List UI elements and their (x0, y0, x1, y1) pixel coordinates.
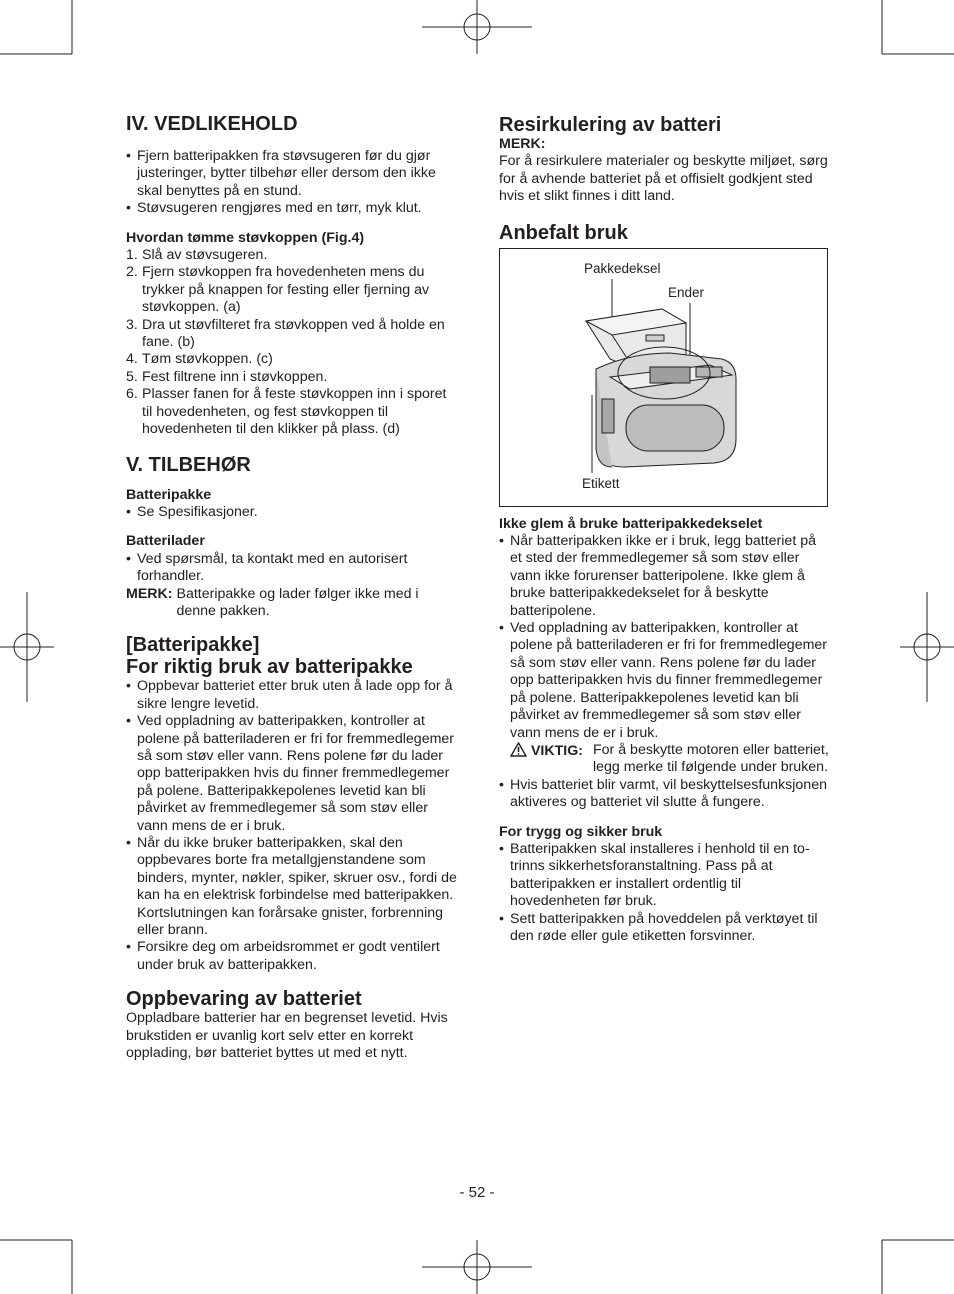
battery-list (126, 504, 458, 521)
list-item: 2. Fjern støvkoppen fra hovedenheten mens du trykker på knappen for festing eller fjerning av støvkoppen. (a) (126, 264, 430, 316)
list-item: • Ved oppladning av batteripakken, kontroller at polene på batteriladeren er fri for fremmedlegemer så som støv eller vann. Rens polene før du lader opp batteripakken hvis du finner fremmedlegemer på polene. Batteripakkepolenes levetid kan bli påvirket av fremmedlegemer så som støv eller vann mens de er i bruk. (499, 620, 831, 742)
page-number: - 52 - (459, 1184, 495, 1201)
cover-list (499, 533, 831, 742)
list-item: • Ved spørsmål, ta kontakt med en autorisert forhandler. (126, 551, 458, 586)
section-title-recommended-use: Anbefalt bruk (499, 221, 628, 244)
empty-steps-list (126, 247, 458, 438)
battery-figure (499, 248, 828, 507)
recycling-text: For å resirkulere materialer og beskytte miljøet, sørg for å avhende batteriet på et offisielt godkjent sted hvis et slikt finnes i ditt land. (499, 153, 828, 205)
list-item: 4. Tøm støvkoppen. (c) (126, 351, 273, 368)
section-title-battery-pack: [Batteripakke] (126, 634, 260, 657)
list-item: 1. Slå av støvsugeren. (126, 247, 268, 264)
battery-pack-illustration (500, 249, 827, 506)
list-item: • Når batteripakken ikke er i bruk, legg batteriet på et sted der fremmedlegemer så som støv eller vann ikke forurenser batteripolene. Ikke glem å bruke batteripakkedekselet for å beskytte batteripolene. (499, 533, 831, 620)
section-title-maintenance: IV. VEDLIKEHOLD (126, 113, 298, 135)
subheading-empty-cup: Hvordan tømme støvkoppen (Fig.4) (126, 229, 365, 246)
left-column (126, 112, 458, 1062)
figure-label-ends: Ender (668, 284, 705, 300)
list-item: 6. Plasser fanen for å feste støvkoppen inn i sporet til hovedenheten, og fest støvkoppen til hovedenheten til den klikker på plass. (d) (126, 386, 447, 438)
safe-use-list (499, 841, 831, 945)
list-item: • Støvsugeren rengjøres med en tørr, myk klut. (126, 200, 458, 217)
maintenance-list (126, 148, 458, 218)
warning-label: VIKTIG: (510, 742, 593, 777)
list-item: • Sett batteripakken på hoveddelen på verktøyet til den røde eller gule etiketten forsvinner. (499, 911, 831, 946)
subheading-battery: Batteripakke (126, 486, 212, 503)
warning-triangle-icon (510, 742, 527, 757)
list-item: • Se Spesifikasjoner. (126, 504, 458, 521)
subheading-safe-use: For trygg og sikker bruk (499, 823, 663, 840)
list-item: • Fjern batteripakken fra støvsugeren før du gjør justeringer, bytter tilbehør eller dersom den ikke skal benyttes på en stund. (126, 148, 458, 200)
subheading-cover: Ikke glem å bruke batteripakkedekselet (499, 515, 763, 532)
section-title-proper-use: For riktig bruk av batteripakke (126, 656, 413, 679)
cover-list-2 (499, 777, 831, 812)
charger-list (126, 551, 458, 586)
section-title-storage: Oppbevaring av batteriet (126, 988, 362, 1011)
note-text: Batteripakke og lader følger ikke med i denne pakken. (176, 585, 419, 619)
list-item: • Hvis batteriet blir varmt, vil beskyttelsesfunksjonen aktiveres og batteriet vil slutte å fungere. (499, 777, 831, 812)
list-item: 5. Fest filtrene inn i støvkoppen. (126, 368, 328, 385)
list-item: • Ved oppladning av batteripakken, kontroller at polene på batteriladeren er fri for fremmedlegemer så som støv eller vann. Rens polene før du lader opp batteripakken hvis du finner fremmedlegemer på polene. Batteripakkepolenes levetid kan bli påvirket av fremmedlegemer så som støv eller vann mens de er i bruk. (126, 713, 458, 835)
proper-use-list (126, 678, 458, 974)
list-item: • Når du ikke bruker batteripakken, skal den oppbevares borte fra metallgjenstandene som binders, mynter, nøkler, spiker, skruer osv., fordi de kan ha en elektrisk forbindelse med batteripakken. Kortslutningen kan forårsake gnister, forbrenning eller brann. (126, 835, 458, 939)
right-column (499, 112, 831, 945)
section-title-accessories: V. TILBEHØR (126, 453, 251, 476)
charger-note (126, 586, 458, 621)
list-item: • Forsikre deg om arbeidsrommet er godt ventilert under bruk av batteripakken. (126, 939, 458, 974)
warning-text: For å beskytte motoren eller batteriet, legg merke til følgende under bruken. (593, 741, 829, 776)
list-item: • Oppbevar batteriet etter bruk uten å lade opp for å sikre lengre levetid. (126, 678, 458, 713)
subheading-charger: Batterilader (126, 533, 205, 550)
note-label: MERK: (126, 585, 173, 602)
warning-note (499, 742, 831, 777)
storage-text: Oppladbare batterier har en begrenset levetid. Hvis brukstiden er uvanlig kort selv etter en korrekt opplading, bør batteriet byttes ut med et nytt. (126, 1010, 448, 1062)
list-item: • Batteripakken skal installeres i henhold til en to-trinns sikkerhetsforanstaltning. Pass på at batteripakken er installert ordentlig til hovedenheten før bruk. (499, 841, 831, 911)
list-item: 3. Dra ut støvfilteret fra støvkoppen ved å holde en fane. (b) (126, 316, 445, 351)
section-title-recycling: Resirkulering av batteri (499, 114, 722, 136)
recycling-note-label: MERK: (499, 136, 546, 152)
figure-label-cover: Pakkedeksel (584, 260, 661, 276)
figure-label-tag: Etikett (582, 475, 620, 491)
